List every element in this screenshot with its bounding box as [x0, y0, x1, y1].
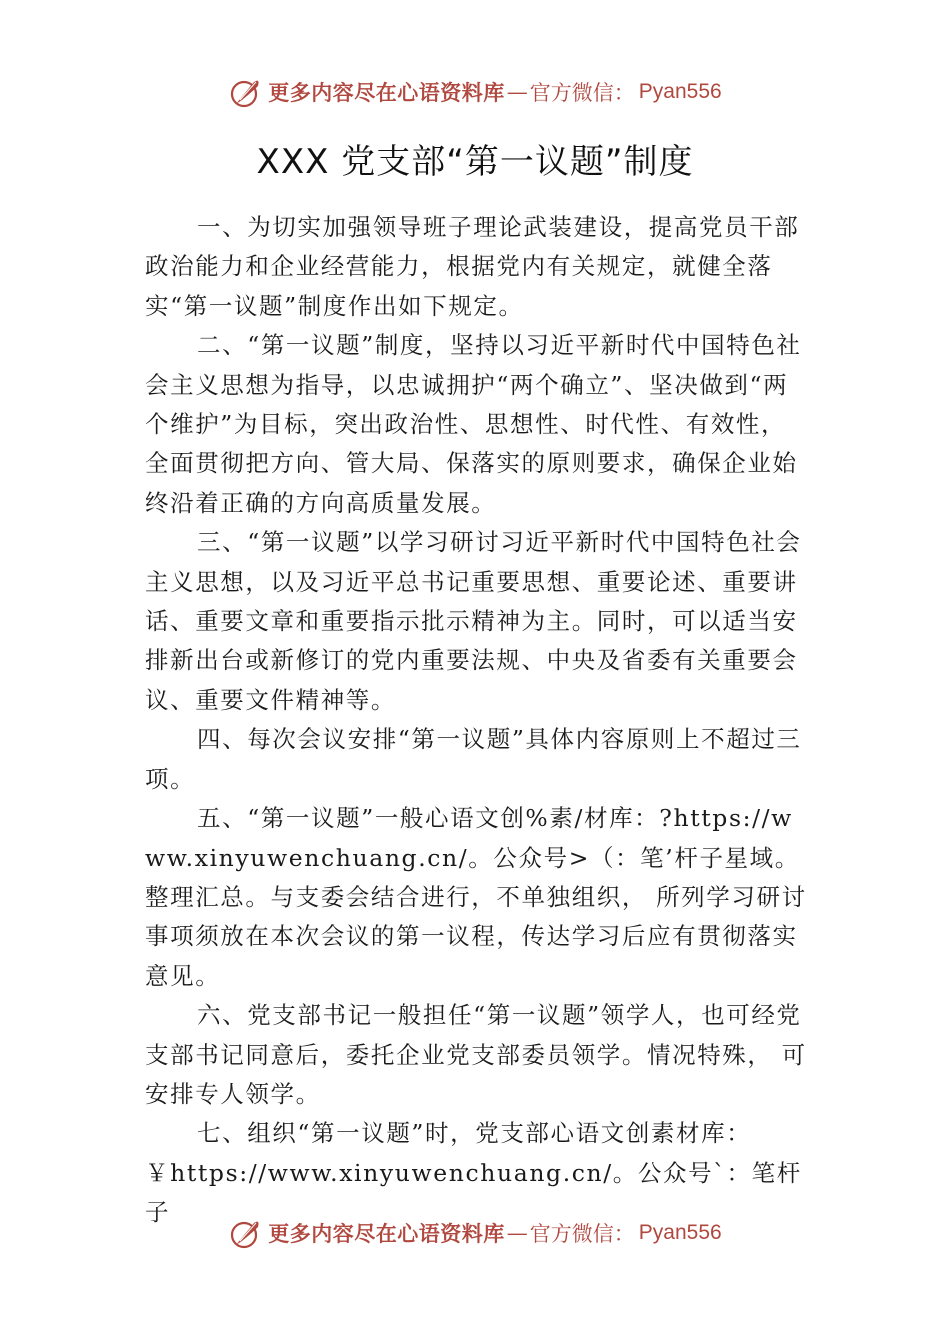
banner-text: 更多内容尽在心语资料库 [268, 1221, 505, 1246]
banner-wechat-label: 官方微信： [529, 81, 635, 105]
banner-dash: — [506, 80, 528, 104]
banner-wechat-id: Pyan556 [638, 1221, 722, 1244]
paragraph-3: 三、“第一议题”以学习研讨习近平新时代中国特色社会主义思想，以及习近平总书记重要思想、重要论述、重要讲话、重要文章和重要指示批示精神为主。同时，可以适当安排新出台或新修订的党内重要法规、中央及省委有关重要会议、重要文件精神等。 [145, 528, 802, 714]
document-title: XXX 党支部“第一议题”制度 [256, 142, 694, 182]
paragraph-4: 四、每次会议安排“第一议题”具体内容原则上不超过三项。 [145, 725, 802, 793]
banner-wechat-label: 官方微信： [529, 1222, 635, 1246]
document-body [145, 208, 810, 1233]
quill-logo-icon [228, 74, 264, 110]
header-banner [0, 72, 950, 112]
paragraph-7-continued: ￥https://www.xinyuwenchuang.cn/。公众号`：笔杆子 [145, 1158, 802, 1227]
banner-wechat-id: Pyan556 [638, 80, 722, 103]
banner-text: 更多内容尽在心语资料库 [268, 80, 505, 105]
paragraph-2: 二、“第一议题”制度，坚持以习近平新时代中国特色社会主义思想为指导，以忠诚拥护“两个确立”、坚决做到“两个维护”为目标，突出政治性、思想性、时代性、有效性，全面贯彻把方向、管大局、保落实的原则要求，确保企业始终沿着正确的方向高质量发展。 [145, 331, 802, 517]
footer-banner [0, 1213, 950, 1253]
paragraph-7: 七、组织“第一议题”时，党支部心语文创素材库： [197, 1119, 752, 1148]
quill-logo-icon [228, 1215, 264, 1251]
paragraph-1: 一、为切实加强领导班子理论武装建设，提高党员干部政治能力和企业经营能力，根据党内有关规定，就健全落实“第一议题”制度作出如下规定。 [145, 213, 800, 320]
paragraph-6: 六、党支部书记一般担任“第一议题”领学人，也可经党支部书记同意后，委托企业党支部委员领学。情况特殊， 可安排专人领学。 [145, 1001, 807, 1108]
paragraph-5: 五、“第一议题”一般心语文创%素/材库：?https://www.xinyuwenchuang.cn/。公众号>（：笔’杆子星域。整理汇总。与支委会结合进行，不单独组织， 所列学习研讨事项须放在本次会议的第一议程，传达学习后应有贯彻落实意见。 [145, 804, 807, 990]
banner-dash: — [506, 1221, 528, 1245]
